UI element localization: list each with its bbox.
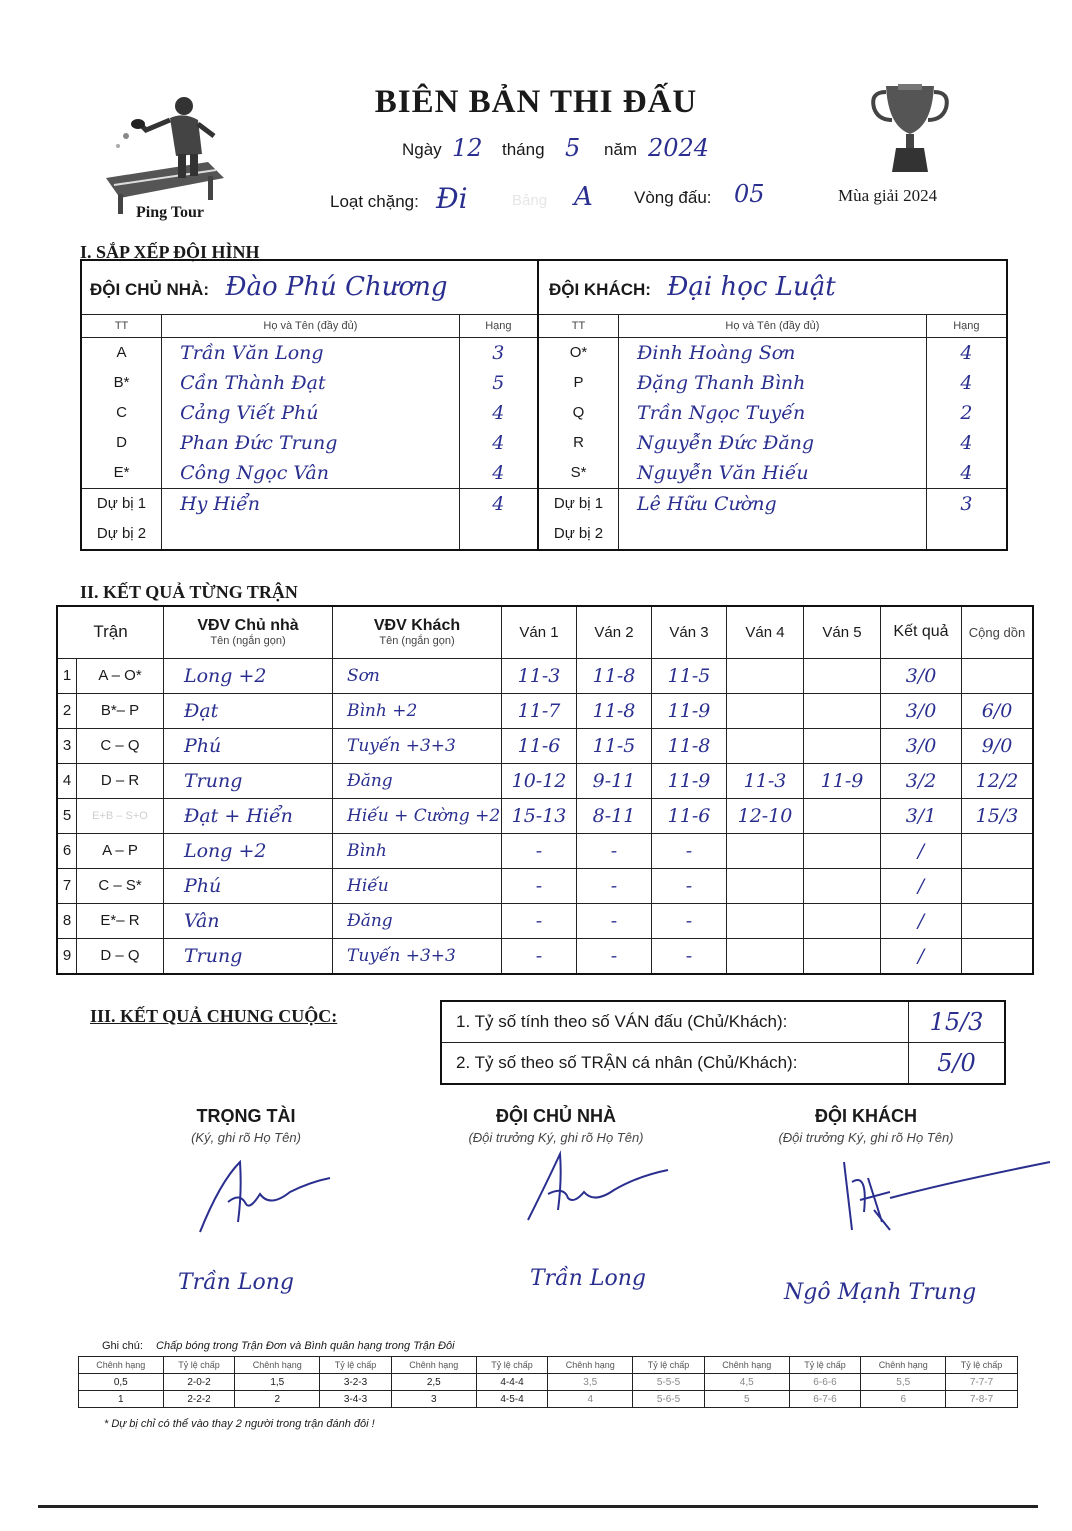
col-tt: TT	[538, 314, 619, 337]
referee-name: Trần Long	[178, 1270, 294, 1295]
game-5-score	[804, 693, 881, 728]
handicap-cell: 3	[391, 1391, 476, 1408]
result-row	[57, 938, 1033, 974]
home-player-code: E*	[81, 458, 162, 489]
game-4-score: 12-10	[727, 798, 804, 833]
game-2-score: -	[577, 833, 652, 868]
lineup-row	[81, 398, 1007, 428]
result-row	[57, 833, 1033, 868]
game-1-score: -	[502, 868, 577, 903]
match-result: /	[881, 868, 962, 903]
handicap-cell: 2,5	[391, 1374, 476, 1391]
day-label: Ngày	[402, 140, 442, 159]
col-cumulative: Cộng dồn	[962, 606, 1034, 658]
home-team-name: Đào Phú Chương	[225, 272, 448, 303]
handicap-header-cell: Tỷ lệ chấp	[633, 1357, 705, 1374]
handicap-cell: 1	[79, 1391, 164, 1408]
away-player-rank: 4	[926, 428, 1007, 458]
game-3-score: 11-9	[652, 763, 727, 798]
home-player-short: Phú	[164, 868, 333, 903]
game-4-score: 11-3	[727, 763, 804, 798]
away-player-rank: 4	[926, 337, 1007, 368]
col-away-sub: Tên (ngắn gọn)	[379, 635, 455, 648]
away-player-code: O*	[538, 337, 619, 368]
handicap-cell: 6-7-6	[789, 1391, 861, 1408]
match-result: 3/0	[881, 693, 962, 728]
lineup-row	[81, 519, 1007, 550]
result-row	[57, 693, 1033, 728]
away-player-name: Đặng Thanh Bình	[619, 368, 927, 398]
game-4-score	[727, 868, 804, 903]
game-5-score	[804, 903, 881, 938]
col-match: Trận	[57, 606, 164, 658]
home-player-name: Hy Hiển	[162, 488, 460, 519]
handicap-cell: 4-4-4	[476, 1374, 548, 1391]
game-1-score: 15-13	[502, 798, 577, 833]
result-row	[57, 798, 1033, 833]
handicap-cell: 5	[704, 1391, 789, 1408]
match-pairing: B*– P	[77, 693, 164, 728]
game-3-score: 11-5	[652, 658, 727, 693]
handicap-header-cell: Chênh hạng	[548, 1357, 633, 1374]
handicap-cell: 4,5	[704, 1374, 789, 1391]
away-team-label: ĐỘI KHÁCH:	[548, 280, 651, 300]
document-title: BIÊN BẢN THI ĐẤU	[374, 84, 698, 120]
result-row	[57, 728, 1033, 763]
away-player-rank: 4	[926, 458, 1007, 489]
result-row	[57, 763, 1033, 798]
away-player-short: Hiếu + Cường +2	[333, 798, 502, 833]
col-tt: TT	[81, 314, 162, 337]
cumulative-score: 12/2	[962, 763, 1034, 798]
away-player-code: Dự bị 2	[538, 519, 619, 550]
away-player-code: Q	[538, 398, 619, 428]
referee-subtitle: (Ký, ghi rõ Họ Tên)	[191, 1130, 301, 1145]
game-5-score	[804, 798, 881, 833]
final-games-label: 1. Tỷ số tính theo số VÁN đấu (Chủ/Khách):	[441, 1001, 909, 1043]
handicap-header-cell: Chênh hạng	[79, 1357, 164, 1374]
home-player-code: B*	[81, 368, 162, 398]
handicap-cell: 5-5-5	[633, 1374, 705, 1391]
lineup-row	[81, 428, 1007, 458]
lineup-heading: I. SẮP XẾP ĐỘI HÌNH	[80, 242, 260, 262]
handicap-cell: 3,5	[548, 1374, 633, 1391]
home-player-name: Công Ngọc Vân	[162, 458, 460, 489]
game-4-score	[727, 938, 804, 974]
home-player-name: Cần Thành Đạt	[162, 368, 460, 398]
away-player-name: Trần Ngọc Tuyến	[619, 398, 927, 428]
year-label: năm	[604, 140, 638, 159]
handicap-header-cell: Chênh hạng	[861, 1357, 946, 1374]
handicap-cell: 2-2-2	[163, 1391, 235, 1408]
lineup-body	[81, 337, 1007, 550]
match-result: /	[881, 903, 962, 938]
home-player-rank	[459, 519, 538, 550]
match-result: 3/1	[881, 798, 962, 833]
cumulative-score	[962, 868, 1034, 903]
handicap-cell: 5,5	[861, 1374, 946, 1391]
handicap-cell: 2	[235, 1391, 320, 1408]
round-value: Đi	[436, 182, 468, 215]
home-player-short: Vân	[164, 903, 333, 938]
col-name: Họ và Tên (đầy đủ)	[619, 314, 927, 337]
lineup-row	[81, 458, 1007, 489]
handicap-note-text: Chấp bóng trong Trận Đơn và Bình quân hạng trong Trận Đôi	[156, 1340, 455, 1352]
away-player-short: Bình	[333, 833, 502, 868]
col-away-player	[333, 606, 502, 658]
match-pairing: D – Q	[77, 938, 164, 974]
away-player-name: Nguyễn Đức Đăng	[619, 428, 927, 458]
home-player-name: Cảng Viết Phú	[162, 398, 460, 428]
game-4-score	[727, 903, 804, 938]
col-away-title: VĐV Khách	[373, 617, 461, 635]
handicap-header-cell: Chênh hạng	[235, 1357, 320, 1374]
handicap-header-cell: Chênh hạng	[704, 1357, 789, 1374]
game-1-score: -	[502, 903, 577, 938]
game-3-score: 11-6	[652, 798, 727, 833]
home-player-short: Trung	[164, 938, 333, 974]
game-4-score	[727, 833, 804, 868]
handicap-note-label: Ghi chú:	[102, 1340, 143, 1352]
match-round-value: 05	[734, 180, 765, 208]
handicap-header-cell: Tỷ lệ chấp	[163, 1357, 235, 1374]
home-captain-signature	[508, 1150, 678, 1240]
handicap-cell: 4	[548, 1391, 633, 1408]
away-player-code: Dự bị 1	[538, 488, 619, 519]
match-pairing: E+B – S+O	[77, 798, 164, 833]
away-player-name: Lê Hữu Cường	[619, 488, 927, 519]
handicap-note	[102, 1340, 455, 1352]
group-value: A	[574, 182, 593, 212]
game-1-score: 11-7	[502, 693, 577, 728]
away-player-name: Nguyễn Văn Hiếu	[619, 458, 927, 489]
away-team-cell	[538, 260, 1007, 314]
lineup-table	[80, 259, 1008, 551]
away-captain-title: ĐỘI KHÁCH	[815, 1106, 917, 1126]
match-number: 5	[57, 798, 77, 833]
handicap-cell: 1,5	[235, 1374, 320, 1391]
game-5-score	[804, 728, 881, 763]
final-games-value: 15/3	[909, 1001, 1006, 1043]
game-3-score: -	[652, 903, 727, 938]
home-player-name: Phan Đức Trung	[162, 428, 460, 458]
match-pairing: C – Q	[77, 728, 164, 763]
home-player-short: Trung	[164, 763, 333, 798]
home-captain-name: Trần Long	[530, 1266, 646, 1291]
results-heading: II. KẾT QUẢ TỪNG TRẬN	[80, 582, 298, 602]
away-captain-signature	[830, 1152, 1060, 1242]
home-player-rank: 3	[459, 337, 538, 368]
results-table	[56, 605, 1034, 975]
final-matches-label: 2. Tỷ số theo số TRẬN cá nhân (Chủ/Khách):	[441, 1043, 909, 1085]
away-player-short: Đăng	[333, 763, 502, 798]
home-player-code: C	[81, 398, 162, 428]
home-player-short: Đạt + Hiển	[164, 798, 333, 833]
away-player-short: Bình +2	[333, 693, 502, 728]
away-player-rank: 2	[926, 398, 1007, 428]
game-5-score	[804, 938, 881, 974]
game-5-score	[804, 658, 881, 693]
logo-text: Ping Tour	[135, 204, 205, 221]
game-3-score: -	[652, 833, 727, 868]
home-player-rank: 4	[459, 458, 538, 489]
col-game-5: Ván 5	[804, 606, 881, 658]
final-matches-value: 5/0	[909, 1043, 1006, 1085]
col-home-player	[164, 606, 333, 658]
bottom-rule	[38, 1505, 1038, 1508]
month-value: 5	[565, 134, 581, 162]
final-heading: III. KẾT QUẢ CHUNG CUỘC:	[90, 1006, 338, 1026]
handicap-header-cell: Chênh hạng	[391, 1357, 476, 1374]
home-player-name	[162, 519, 460, 550]
col-rank: Hạng	[459, 314, 538, 337]
away-player-code: P	[538, 368, 619, 398]
match-number: 8	[57, 903, 77, 938]
home-player-code: Dự bị 2	[81, 519, 162, 550]
match-result: 3/0	[881, 728, 962, 763]
away-player-short: Tuyến +3+3	[333, 938, 502, 974]
lineup-row	[81, 368, 1007, 398]
home-player-short: Đạt	[164, 693, 333, 728]
results-body	[57, 658, 1033, 974]
game-4-score	[727, 728, 804, 763]
match-round-label: Vòng đấu:	[634, 188, 712, 207]
game-2-score: -	[577, 938, 652, 974]
home-captain-subtitle: (Đội trưởng Ký, ghi rõ Họ Tên)	[468, 1130, 644, 1145]
game-1-score: 11-3	[502, 658, 577, 693]
handicap-body	[79, 1357, 1018, 1408]
lineup-row	[81, 488, 1007, 519]
home-player-rank: 4	[459, 488, 538, 519]
handicap-row	[79, 1374, 1018, 1391]
season-label: Mùa giải 2024	[838, 186, 938, 205]
game-3-score: -	[652, 938, 727, 974]
away-player-code: R	[538, 428, 619, 458]
home-player-code: A	[81, 337, 162, 368]
cumulative-score	[962, 938, 1034, 974]
referee-signature	[180, 1152, 340, 1242]
away-player-code: S*	[538, 458, 619, 489]
away-player-name: Đinh Hoàng Sơn	[619, 337, 927, 368]
match-result: 3/0	[881, 658, 962, 693]
home-player-short: Long +2	[164, 658, 333, 693]
result-row	[57, 903, 1033, 938]
trophy-icon	[868, 76, 952, 180]
col-game-3: Ván 3	[652, 606, 727, 658]
away-player-rank	[926, 519, 1007, 550]
handicap-cell: 3-2-3	[320, 1374, 392, 1391]
away-player-rank: 3	[926, 488, 1007, 519]
handicap-header-cell: Tỷ lệ chấp	[946, 1357, 1018, 1374]
round-label: Loạt chặng:	[330, 192, 419, 211]
home-player-short: Phú	[164, 728, 333, 763]
handicap-row	[79, 1391, 1018, 1408]
handicap-cell: 7-7-7	[946, 1374, 1018, 1391]
home-player-rank: 4	[459, 398, 538, 428]
handicap-cell: 2-0-2	[163, 1374, 235, 1391]
final-row-games	[441, 1001, 1005, 1043]
away-team-name: Đại học Luật	[667, 272, 836, 303]
away-player-short: Tuyến +3+3	[333, 728, 502, 763]
game-2-score: 11-8	[577, 693, 652, 728]
col-name: Họ và Tên (đầy đủ)	[162, 314, 460, 337]
result-row	[57, 658, 1033, 693]
home-player-rank: 4	[459, 428, 538, 458]
match-number: 9	[57, 938, 77, 974]
handicap-cell: 3-4-3	[320, 1391, 392, 1408]
group-label: Bảng	[512, 192, 548, 209]
game-3-score: 11-8	[652, 728, 727, 763]
game-3-score: -	[652, 868, 727, 903]
match-result: 3/2	[881, 763, 962, 798]
handicap-cell: 4-5-4	[476, 1391, 548, 1408]
away-captain-subtitle: (Đội trưởng Ký, ghi rõ Họ Tên)	[778, 1130, 954, 1145]
col-home-title: VĐV Chủ nhà	[197, 617, 299, 635]
game-5-score	[804, 868, 881, 903]
away-captain-name: Ngô Mạnh Trung	[784, 1280, 977, 1305]
cumulative-score: 6/0	[962, 693, 1034, 728]
match-number: 3	[57, 728, 77, 763]
away-player-name	[619, 519, 927, 550]
match-result: /	[881, 833, 962, 868]
game-4-score	[727, 693, 804, 728]
col-home-sub: Tên (ngắn gọn)	[210, 635, 286, 648]
handicap-header-cell: Tỷ lệ chấp	[476, 1357, 548, 1374]
away-player-rank: 4	[926, 368, 1007, 398]
game-1-score: 11-6	[502, 728, 577, 763]
game-2-score: 11-5	[577, 728, 652, 763]
match-number: 4	[57, 763, 77, 798]
handicap-header-cell: Tỷ lệ chấp	[789, 1357, 861, 1374]
game-5-score	[804, 833, 881, 868]
game-2-score: 8-11	[577, 798, 652, 833]
home-player-short: Long +2	[164, 833, 333, 868]
home-captain-title: ĐỘI CHỦ NHÀ	[496, 1106, 616, 1126]
referee-title: TRỌNG TÀI	[196, 1106, 296, 1126]
match-number: 2	[57, 693, 77, 728]
handicap-header-cell: Tỷ lệ chấp	[320, 1357, 392, 1374]
away-player-short: Hiếu	[333, 868, 502, 903]
home-team-label: ĐỘI CHỦ NHÀ:	[90, 280, 209, 300]
home-team-cell	[81, 260, 538, 314]
month-label: tháng	[502, 140, 545, 159]
col-game-4: Ván 4	[727, 606, 804, 658]
match-result: /	[881, 938, 962, 974]
away-player-short: Sơn	[333, 658, 502, 693]
footnote: * Dự bị chỉ có thể vào thay 2 người trong trận đánh đôi !	[104, 1418, 375, 1430]
away-player-short: Đăng	[333, 903, 502, 938]
game-1-score: 10-12	[502, 763, 577, 798]
handicap-cell: 6	[861, 1391, 946, 1408]
home-player-code: D	[81, 428, 162, 458]
final-row-matches	[441, 1043, 1005, 1085]
game-2-score: -	[577, 903, 652, 938]
result-row	[57, 868, 1033, 903]
handicap-cell: 7-8-7	[946, 1391, 1018, 1408]
game-1-score: -	[502, 938, 577, 974]
game-5-score: 11-9	[804, 763, 881, 798]
cumulative-score	[962, 658, 1034, 693]
lineup-row	[81, 337, 1007, 368]
game-1-score: -	[502, 833, 577, 868]
final-score-table	[440, 1000, 1006, 1085]
game-2-score: 11-8	[577, 658, 652, 693]
day-value: 12	[452, 134, 483, 162]
home-player-code: Dự bị 1	[81, 488, 162, 519]
handicap-cell: 5-6-5	[633, 1391, 705, 1408]
match-pairing: E*– R	[77, 903, 164, 938]
match-pairing: C – S*	[77, 868, 164, 903]
handicap-cell: 0,5	[79, 1374, 164, 1391]
col-result: Kết quả	[881, 606, 962, 658]
match-number: 6	[57, 833, 77, 868]
match-pairing: D – R	[77, 763, 164, 798]
col-game-2: Ván 2	[577, 606, 652, 658]
game-2-score: -	[577, 868, 652, 903]
handicap-cell: 6-6-6	[789, 1374, 861, 1391]
cumulative-score: 9/0	[962, 728, 1034, 763]
match-number: 7	[57, 868, 77, 903]
match-number: 1	[57, 658, 77, 693]
cumulative-score: 15/3	[962, 798, 1034, 833]
col-rank: Hạng	[926, 314, 1007, 337]
cumulative-score	[962, 833, 1034, 868]
handicap-table	[78, 1356, 1018, 1408]
home-player-name: Trần Văn Long	[162, 337, 460, 368]
year-value: 2024	[648, 134, 710, 162]
home-player-rank: 5	[459, 368, 538, 398]
match-pairing: A – O*	[77, 658, 164, 693]
game-4-score	[727, 658, 804, 693]
game-2-score: 9-11	[577, 763, 652, 798]
game-3-score: 11-9	[652, 693, 727, 728]
cumulative-score	[962, 903, 1034, 938]
col-game-1: Ván 1	[502, 606, 577, 658]
match-pairing: A – P	[77, 833, 164, 868]
handicap-header-row	[79, 1357, 1018, 1374]
